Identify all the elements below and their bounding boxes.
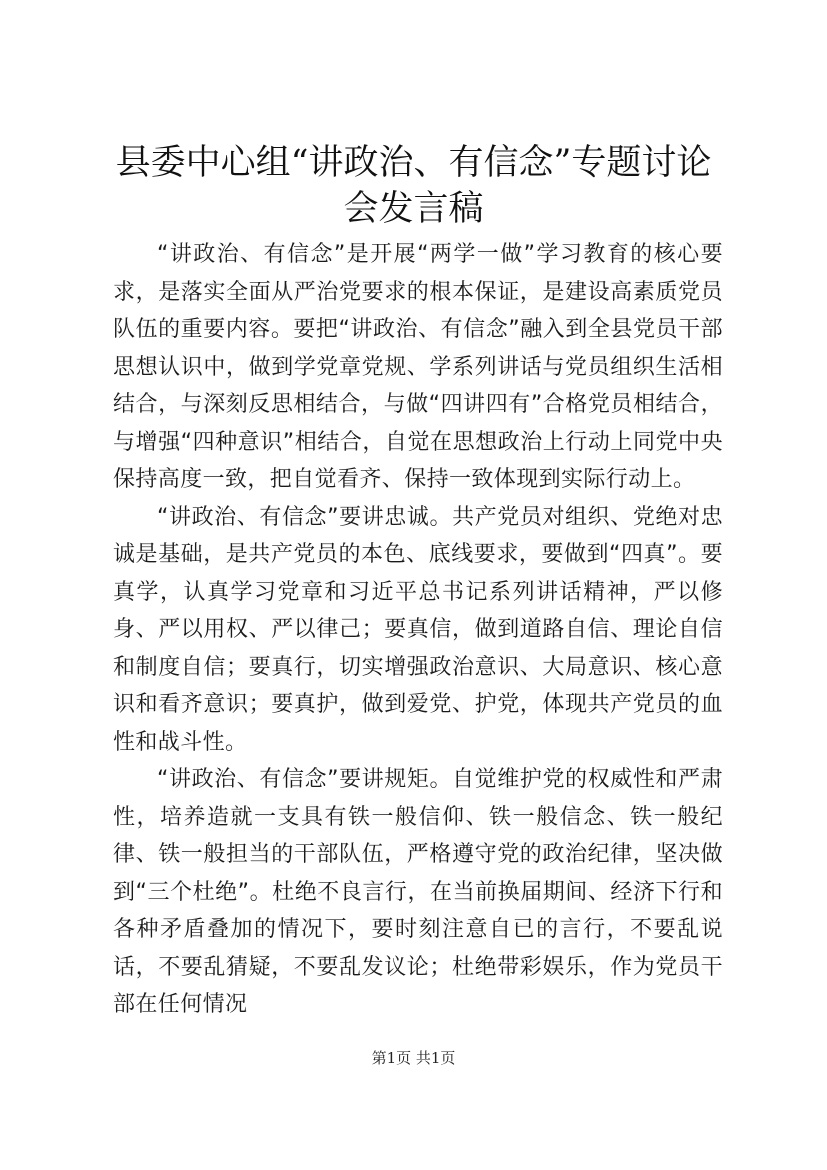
paragraph-2: “讲政治、有信念”要讲忠诚。共产党员对组织、党绝对忠诚是基础，是共产党员的本色、底线要求，要做到“四真”。要真学，认真学习党章和习近平总书记系列讲话精神，严以修身、严以用权、严以律己；要真信，做到道路自信、理论自信和制度自信；要真行，切实增强政治意识、大局意识、核心意识和看齐意识；要真护，做到爱党、护党，体现共产党员的血性和战斗性。 (113, 504, 723, 755)
page-footer: 第1页 共1页 (371, 1049, 456, 1067)
paragraph-1: “讲政治、有信念”是开展“两学一做”学习教育的核心要求，是落实全面从严治党要求的根本保证，是建设高素质党员队伍的重要内容。要把“讲政治、有信念”融入到全县党员干部思想认识中，做到学党章党规、学系列讲话与党员组织生活相结合，与深刻反思相结合，与做“四讲四有”合格党员相结合，与增强“四种意识”相结合，自觉在思想政治上行动上同党中央保持高度一致，把自觉看齐、保持一致体现到实际行动上。 (113, 242, 723, 492)
document-body (113, 236, 723, 1024)
paragraph-3: “讲政治、有信念”要讲规矩。自觉维护党的权威性和严肃性，培养造就一支具有铁一般信仰、铁一般信念、铁一般纪律、铁一般担当的干部队伍，严格遵守党的政治纪律，坚决做到“三个杜绝”。杜绝不良言行，在当前换届期间、经济下行和各种矛盾叠加的情况下，要时刻注意自已的言行，不要乱说话，不要乱猜疑，不要乱发议论；杜绝带彩娱乐，作为党员干部在任何情况 (113, 767, 723, 1017)
document-title: 县委中心组“讲政治、有信念”专题讨论会发言稿 (115, 143, 712, 229)
